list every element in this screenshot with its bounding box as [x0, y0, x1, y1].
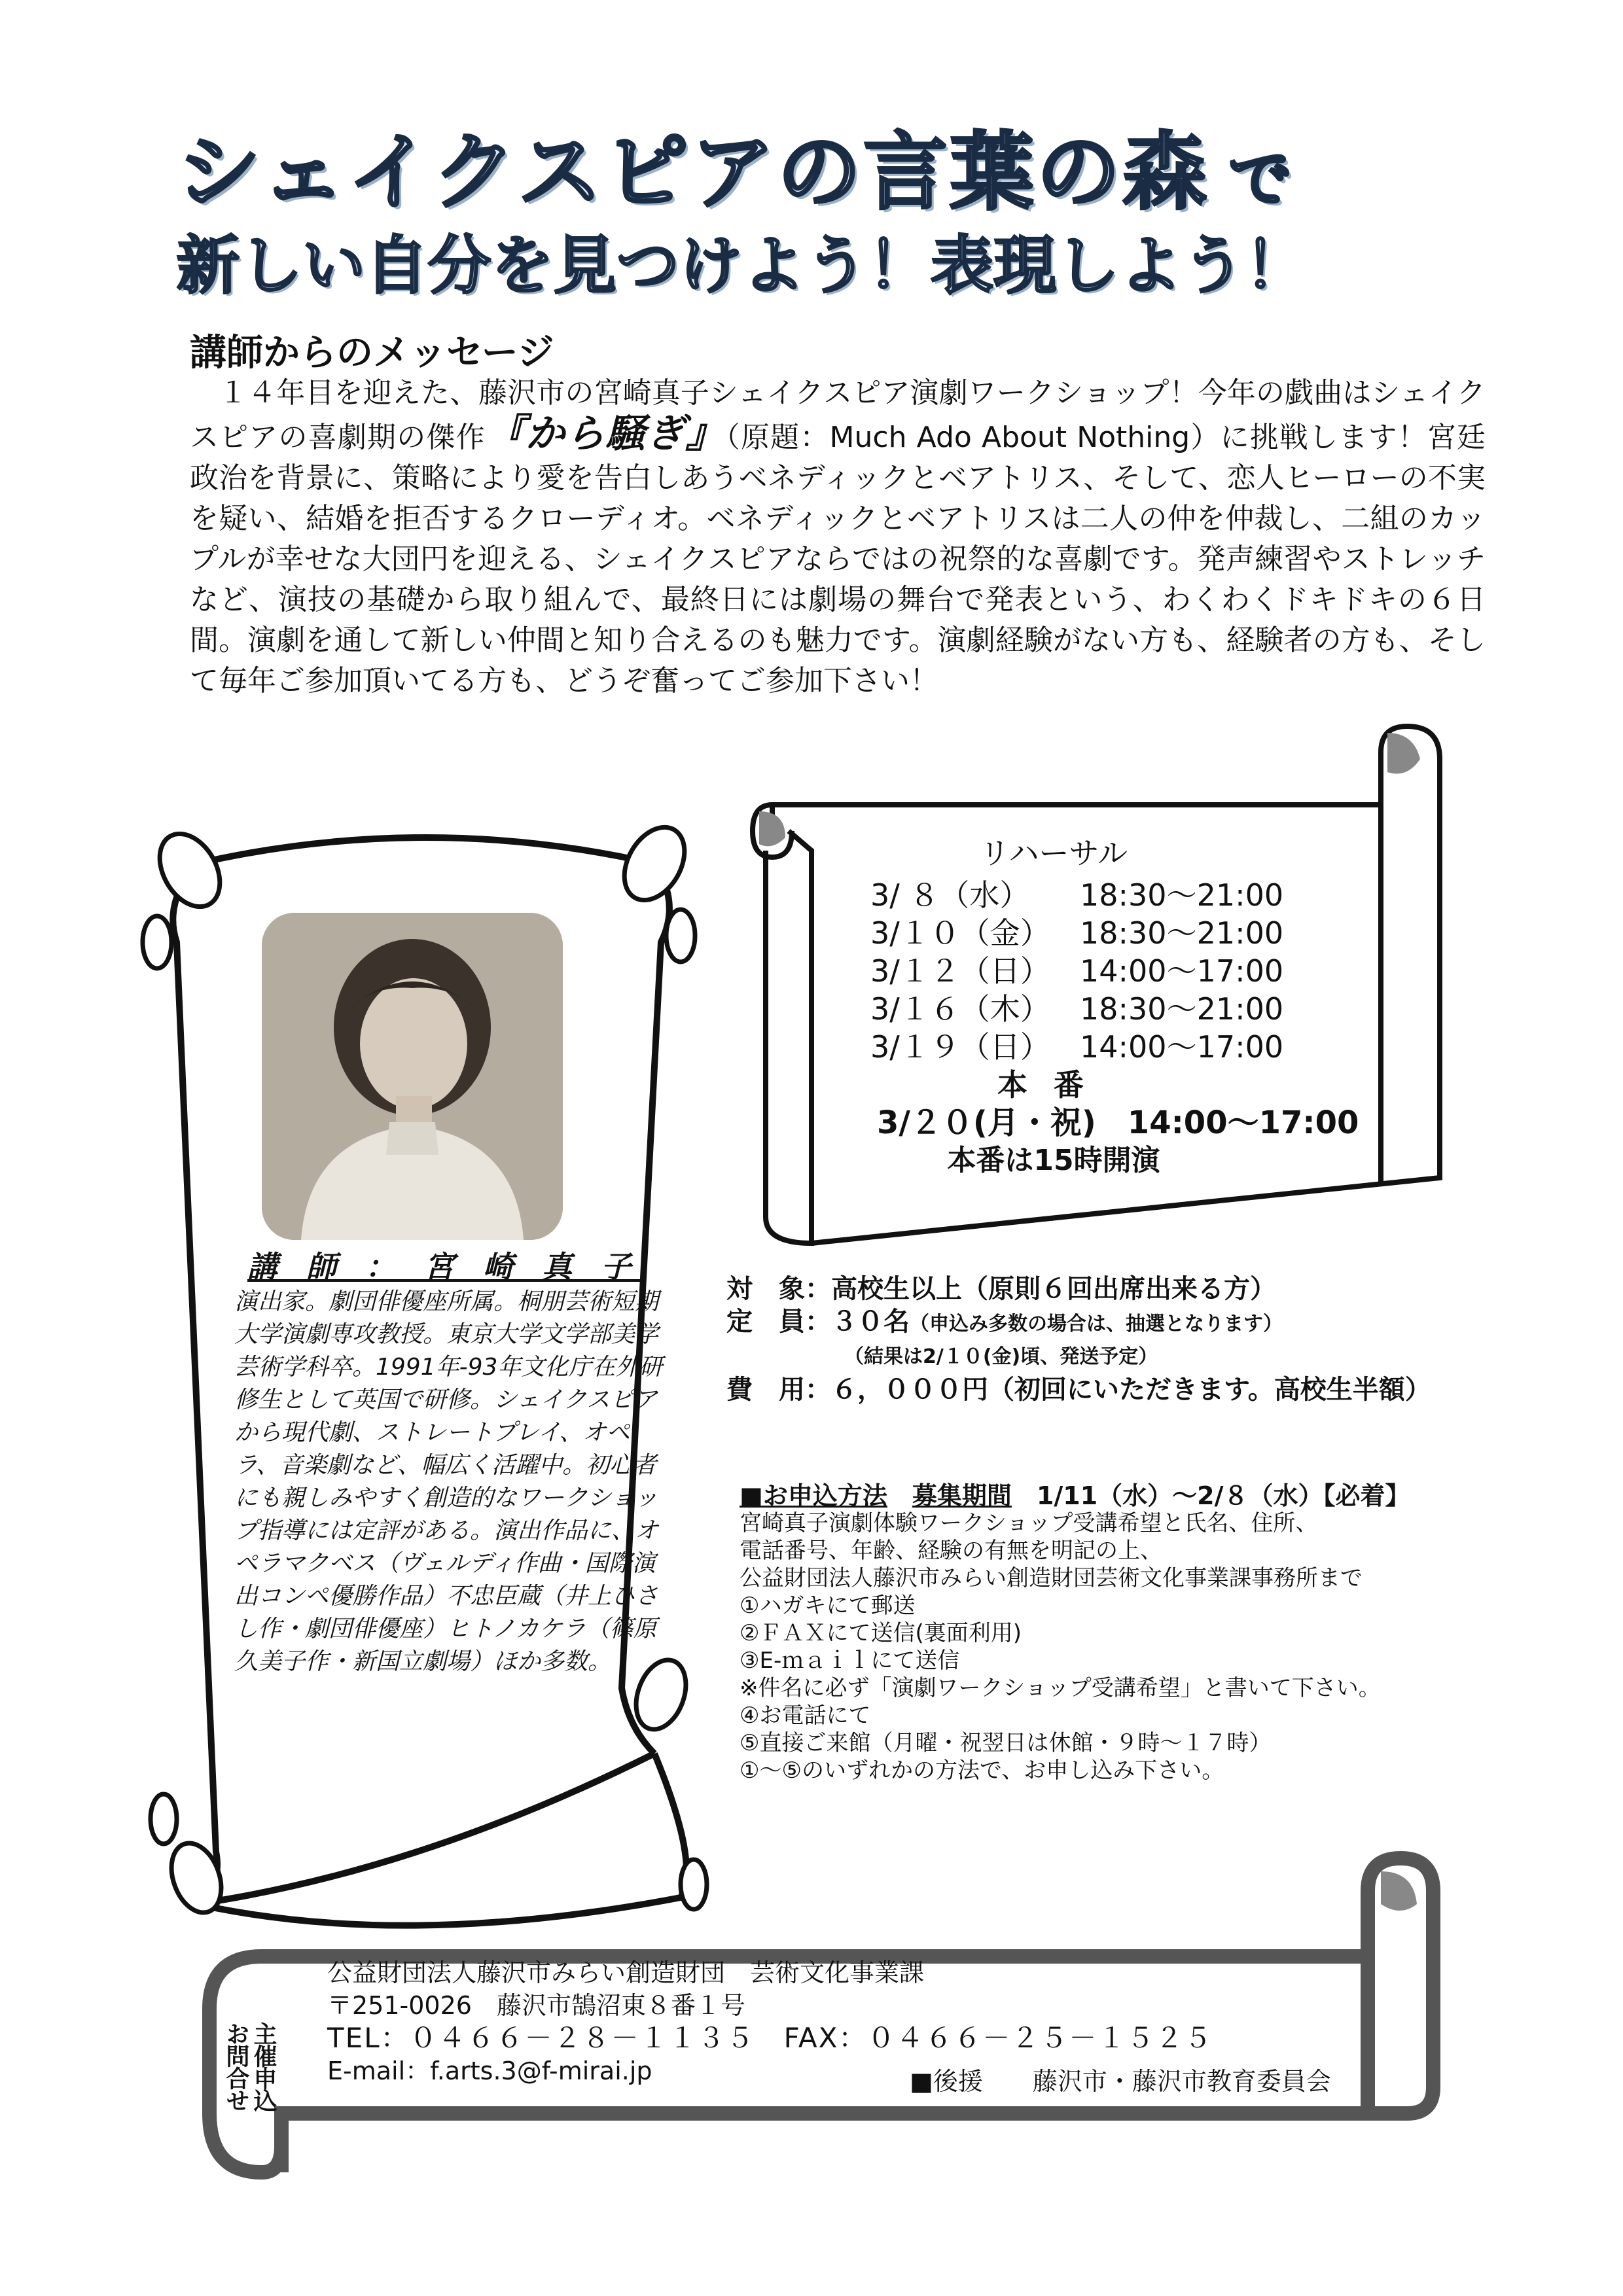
- play-title: 『から騒ぎ』: [485, 411, 726, 457]
- rehearsal-row: [870, 990, 1427, 1028]
- message-body: [190, 373, 1486, 701]
- rehearsal-row: [870, 952, 1427, 990]
- application-section: [740, 1482, 1492, 1784]
- lecturer-photo: [262, 913, 563, 1240]
- application-line: 電話番号、年齢、経験の有無を明記の上、: [740, 1538, 1162, 1564]
- application-line: 公益財団法人藤沢市みらい創造財団芸術文化事業課事務所まで: [740, 1565, 1363, 1591]
- rehearsal-time: 18:30～21:00: [1080, 915, 1284, 951]
- application-line: ②ＦＡＸにて送信(裏面利用): [740, 1620, 1022, 1646]
- application-line: ①～⑤のいずれかの方法で、お申し込み下さい。: [740, 1757, 1224, 1784]
- application-label: ■お申込方法: [740, 1481, 887, 1510]
- lecturer-bio: 演出家。劇団俳優座所属。桐朋芸術短期大学演劇専攻教授。東京大学文学部美学芸術学科卒。1991年-93年文化庁在外研修生として英国で研修。シェイクスピアから現代劇、ストレートプレイ、オペラ、音楽劇など、幅広く活躍中。初心者にも親しみやすく創造的なワークショップ指導には定評がある。演出作品に、オペラマクベス（ヴェルディ作曲・国際演出コンペ優勝作品）不忠臣蔵（井上ひさし作・劇団俳優座）ヒトノカケラ（篠原久美子作・新国立劇場）ほか多数。: [234, 1288, 663, 1675]
- rehearsal-row: [870, 914, 1427, 952]
- rehearsal-time: 14:00～17:00: [1080, 1029, 1284, 1065]
- application-heading: [740, 1482, 1492, 1510]
- honban-date: 3/２０(月・祝) 14:00～17:00: [877, 1104, 1359, 1141]
- schedule: [870, 834, 1427, 1180]
- rehearsal-date: 3/１２（日）: [870, 953, 1050, 989]
- lecturer-name: 講 師 ： 宮 崎 真 子: [247, 1249, 641, 1284]
- rehearsal-time: 18:30～21:00: [1080, 877, 1284, 913]
- title-suffix: で: [1228, 143, 1294, 216]
- result-note: （結果は2/１０(金)頃、発送予定）: [844, 1345, 1158, 1368]
- main-title-line2: 新しい自分を見つけよう！表現しよう！: [177, 229, 1308, 302]
- footer-tel-fax: TEL：０４６６－２８－１１３５ FAX：０４６６－２５－１５２５: [327, 2022, 1213, 2054]
- footer-address: 〒251-0026 藤沢市鵠沼東８番１号: [327, 1991, 745, 2020]
- event-info: [726, 1273, 1512, 1406]
- application-line: ①ハガキにて郵送: [740, 1593, 916, 1619]
- application-line: ⑤直接ご来館（月曜・祝翌日は休館・９時～１７時）: [740, 1730, 1272, 1756]
- rehearsal-date: 3/ ８（水）: [870, 877, 1030, 913]
- application-line: ④お電話にて: [740, 1703, 871, 1729]
- rehearsal-time: 18:30～21:00: [1080, 991, 1284, 1027]
- footer-vertical-labels: [223, 2022, 276, 2111]
- footer-support: ■後援 藤沢市・藤沢市教育委員会: [910, 2067, 1331, 2096]
- application-line: 宮崎真子演劇体験ワークショップ受講希望と氏名、住所、: [740, 1510, 1318, 1536]
- application-dates: 1/11（水）～2/８（水）【必着】: [1036, 1481, 1410, 1510]
- rehearsal-date: 3/１６（木）: [870, 991, 1050, 1027]
- capacity-main: 定 員：３０名: [726, 1307, 910, 1337]
- capacity-line: [726, 1305, 1512, 1341]
- title-main-text: シェイクスピアの言葉の森: [177, 124, 1209, 221]
- message-text-after: （原題：Much Ado About Nothing）に挑戦します！宮廷政治を背景に、策略により愛を告白しあうベネディックとベアトリス、そして、恋人ヒーローの不実を疑い、結婚を拒否するクローディオ。ベネディックとベアトリスは二人の仲を仲裁し、二組のカップルが幸せな大団円を迎える、シェイクスピアならではの祝祭的な喜劇です。発声練習やストレッチなど、演技の基礎から取り組んで、最終日には劇場の舞台で発表という、わくわくドキドキの６日間。演劇を通して新しい仲間と知り合えるのも魅力です。演劇経験がない方も、経験者の方も、そして毎年ご参加頂いてる方も、どうぞ奮ってご参加下さい！: [190, 421, 1486, 698]
- rehearsal-label: リハーサル: [979, 836, 1128, 871]
- rehearsal-row: [870, 1028, 1427, 1066]
- footer-org: 公益財団法人藤沢市みらい創造財団 芸術文化事業課: [327, 1958, 925, 1987]
- application-line: ※件名に必ず「演劇ワークショップ受講希望」と書いて下さい。: [740, 1675, 1381, 1701]
- footer-email[interactable]: E-mail：f.arts.3@f-mirai.jp: [327, 2057, 652, 2085]
- rehearsal-time: 14:00～17:00: [1080, 953, 1284, 989]
- footer-label-organizer: 主催申込: [250, 2022, 277, 2111]
- message-text-before: １４年目を迎えた、藤沢市の宮崎真子シェイクスピア演劇ワークショップ！今年の戯曲はシェイクスピアの喜劇期の傑作: [190, 376, 1486, 454]
- honban-label: 本番: [997, 1067, 1110, 1103]
- scroll-curl-shade: [1387, 733, 1420, 774]
- application-line: ③E-ｍａｉｌにて送信: [740, 1648, 960, 1674]
- rehearsal-date: 3/１０（金）: [870, 915, 1050, 951]
- main-title-line1: [177, 105, 1294, 225]
- capacity-note: （申込み多数の場合は、抽選となります）: [910, 1313, 1283, 1335]
- application-period-label: 募集期間: [912, 1481, 1012, 1510]
- footer-label-inquiry: お問合せ: [223, 2022, 249, 2111]
- fee-line: 費 用：６，０００円（初回にいただきます。高校生半額）: [726, 1375, 1431, 1405]
- message-heading: 講師からのメッセージ: [190, 332, 554, 374]
- portrait-illustration: [262, 913, 563, 1240]
- rehearsal-date: 3/１９（日）: [870, 1029, 1050, 1065]
- target-line: 対 象：高校生以上（原則６回出席出来る方）: [726, 1274, 1276, 1304]
- honban-note: 本番は15時開演: [947, 1144, 1160, 1177]
- rehearsal-row: [870, 876, 1427, 914]
